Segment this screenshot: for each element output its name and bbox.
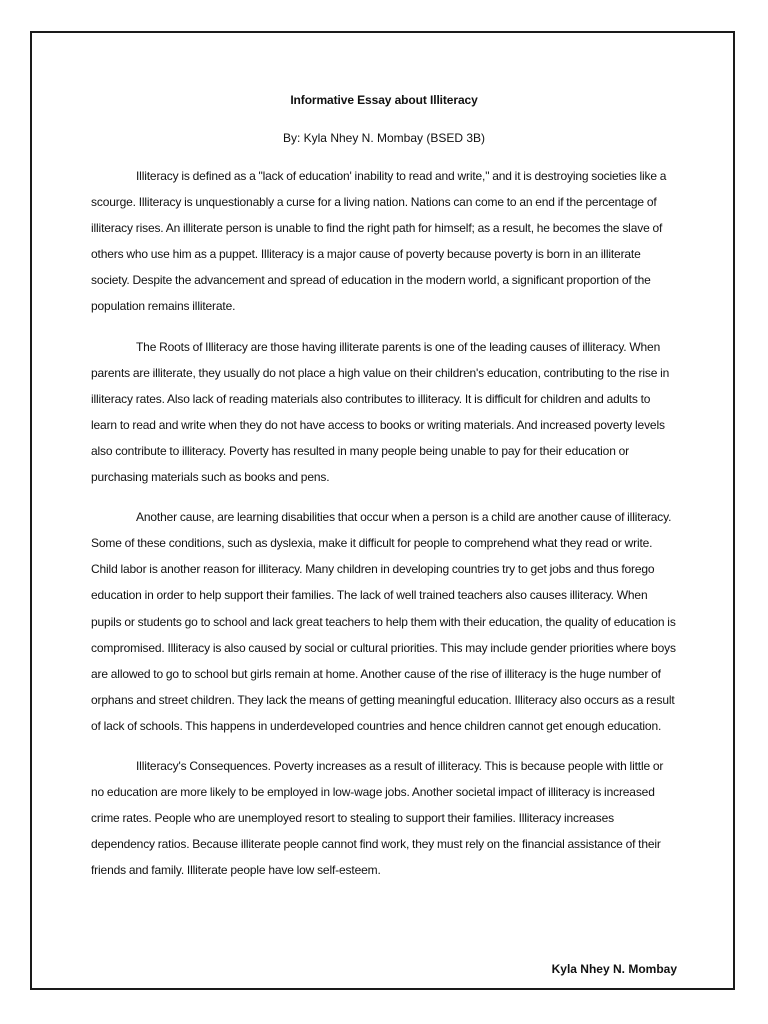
document-title: Informative Essay about Illiteracy — [290, 93, 478, 107]
paragraph-roots: The Roots of Illiteracy are those having illiterate parents is one of the leading causes of illiteracy. When parents are illiterate, they usually do not place a high value on their children's education, contributing to the rise in illiteracy rates. Also lack of reading materials also contributes to illiteracy. It is difficult for children and adults to learn to read and write when they do not have access to books or writing materials. And increased poverty levels also contribute to illiteracy. Poverty has resulted in many people being unable to pay for their education or purchasing materials such as books and pens. — [91, 339, 670, 485]
paragraph-other-causes: Another cause, are learning disabilities that occur when a person is a child are another cause of illiteracy. Some of these conditions, such as dyslexia, make it difficult for people to comprehend what they read or write. Child labor is another reason for illiteracy. Many children in developing countries try to get jobs and thus forego education in order to help support their families. The lack of well trained teachers also causes illiteracy. When pupils or students go to school and lack great teachers to help them with their education, the quality of education is compromised. Illiteracy is also caused by social or cultural priorities. This may include gender priorities where boys are allowed to go to school but girls remain at home. Another cause of the rise of illiteracy is the huge number of orphans and street children. They lack the means of getting meaningful education. Illiteracy also occurs as a result of lack of schools. This happens in underdeveloped countries and hence children cannot get enough education. — [91, 510, 676, 733]
essay-body — [91, 163, 677, 897]
paragraph-consequences: Illiteracy's Consequences. Poverty increases as a result of illiteracy. This is because people with little or no education are more likely to be employed in low-wage jobs. Another societal impact of illiteracy is increased crime rates. People who are unemployed resort to stealing to support their families. Illiteracy increases dependency ratios. Because illiterate people cannot find work, they must rely on the financial assistance of their friends and family. Illiterate people have low self-esteem. — [91, 758, 664, 878]
document-byline: By: Kyla Nhey N. Mombay (BSED 3B) — [282, 131, 486, 145]
paragraph-definition: Illiteracy is defined as a "lack of education' inability to read and write," and it is destroying societies like a scourge. Illiteracy is unquestionably a curse for a living nation. Nations can come to an end if the percentage of illiteracy rises. An illiterate person is unable to find the right path for himself; as a result, he becomes the slave of others who use him as a puppet. Illiteracy is a major cause of poverty because poverty is born in an illiterate society. Despite the advancement and spread of education in the modern world, a significant proportion of the population remains illiterate. — [91, 169, 667, 314]
author-signature: Kyla Nhey N. Mombay — [551, 962, 677, 976]
